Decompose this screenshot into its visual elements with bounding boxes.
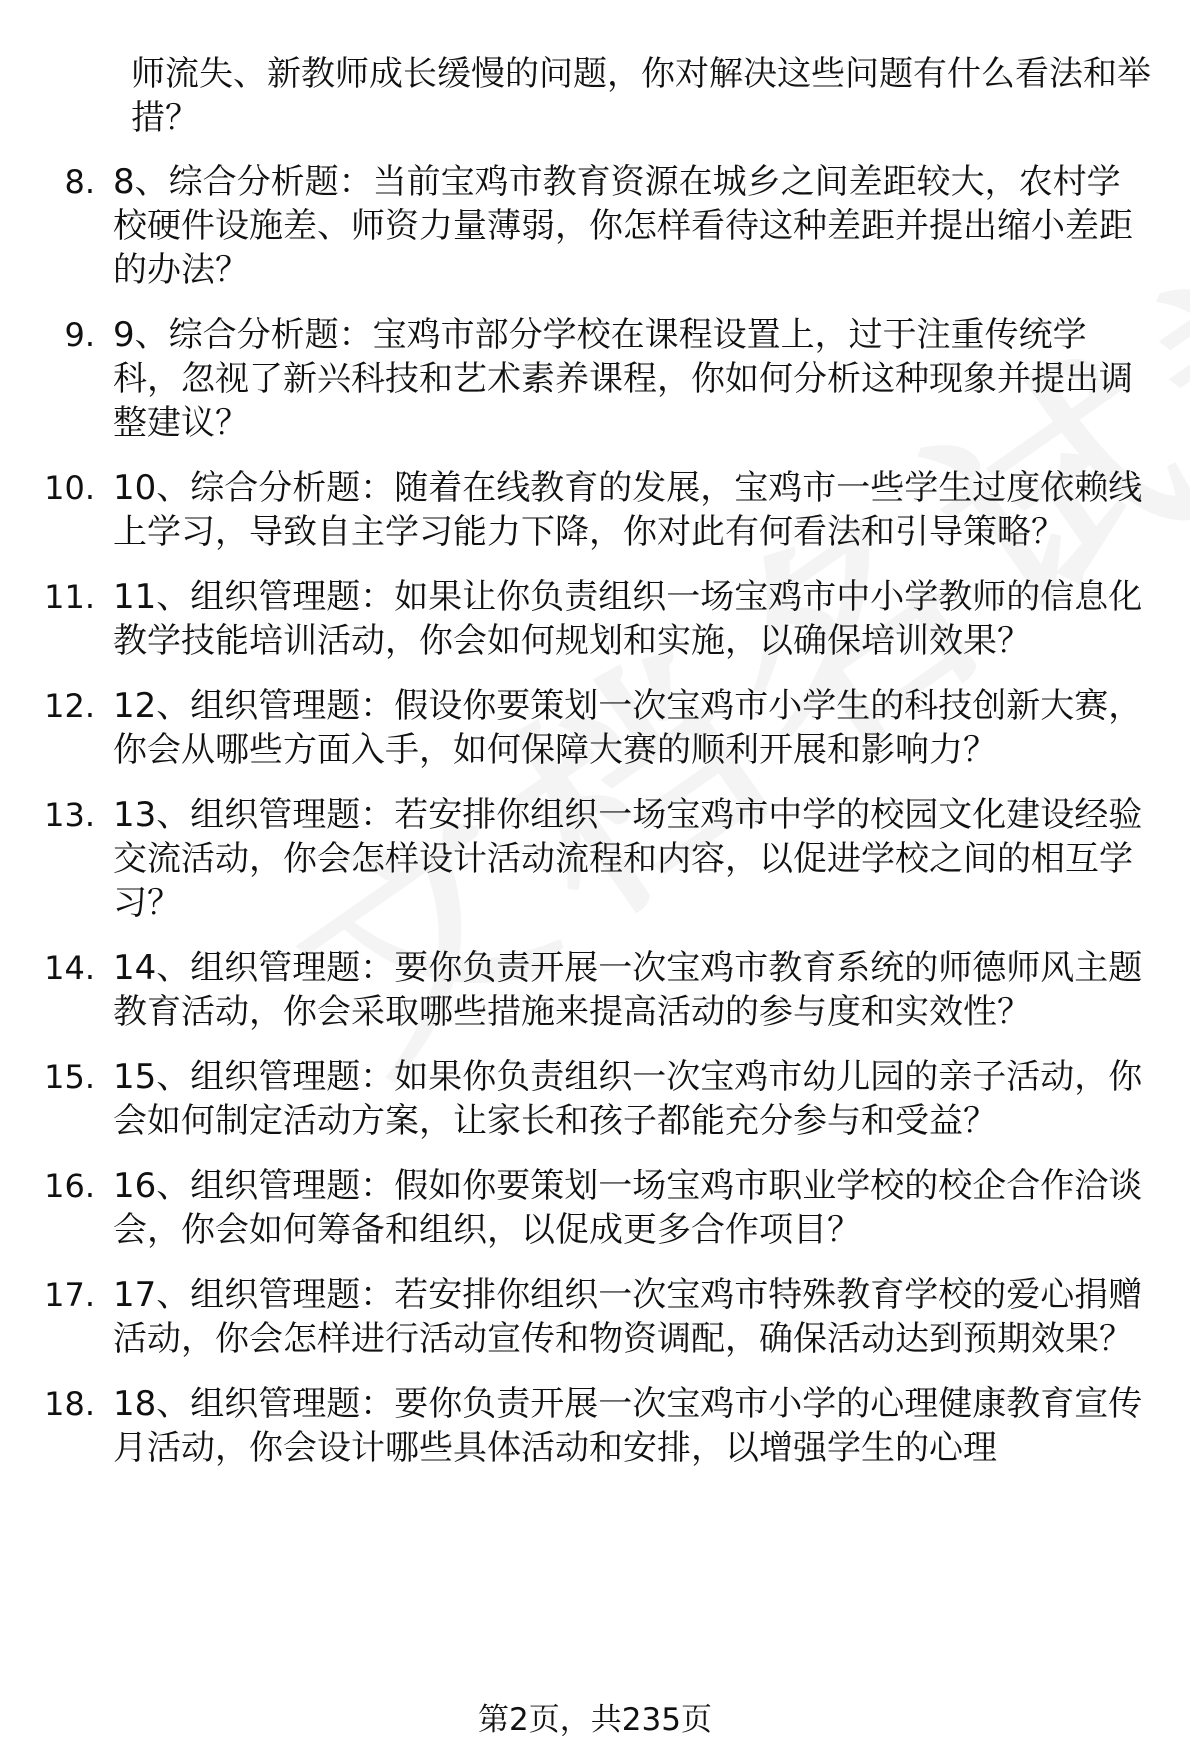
list-item (0, 1164, 1190, 1252)
list-item (0, 793, 1190, 925)
item-number: 18. (44, 1385, 95, 1423)
list-item (0, 313, 1190, 445)
item-text: 17、组织管理题：若安排你组织一次宝鸡市特殊教育学校的爱心捐赠活动，你会怎样进行活动宣传和物资调配，确保活动达到预期效果？ (113, 1275, 1143, 1359)
item-number: 8. (64, 163, 95, 201)
item-text: 13、组织管理题：若安排你组织一场宝鸡市中学的校园文化建设经验交流活动，你会怎样设计活动流程和内容，以促进学校之间的相互学习？ (113, 795, 1143, 923)
item-number: 15. (44, 1058, 95, 1096)
item-number: 17. (44, 1276, 95, 1314)
item-text: 18、组织管理题：要你负责开展一次宝鸡市小学的心理健康教育宣传月活动，你会设计哪些具体活动和安排，以增强学生的心理 (113, 1384, 1143, 1468)
item-text: 15、组织管理题：如果你负责组织一次宝鸡市幼儿园的亲子活动，你会如何制定活动方案，让家长和孩子都能充分参与和受益？ (113, 1057, 1143, 1141)
item-text: 12、组织管理题：假设你要策划一次宝鸡市小学生的科技创新大赛，你会从哪些方面入手，如何保障大赛的顺利开展和影响力？ (113, 686, 1143, 770)
item-number: 10. (44, 469, 95, 507)
list-item (0, 466, 1190, 554)
item-text: 9、综合分析题：宝鸡市部分学校在课程设置上，过于注重传统学科，忽视了新兴科技和艺术素养课程，你如何分析这种现象并提出调整建议？ (113, 315, 1133, 443)
item-text: 14、组织管理题：要你负责开展一次宝鸡市教育系统的师德师风主题教育活动，你会采取哪些措施来提高活动的参与度和实效性？ (113, 948, 1143, 1032)
item-text: 10、综合分析题：随着在线教育的发展，宝鸡市一些学生过度依赖线上学习，导致自主学习能力下降，你对此有何看法和引导策略？ (113, 468, 1143, 552)
item-number: 9. (64, 316, 95, 354)
item-text: 11、组织管理题：如果让你负责组织一场宝鸡市中小学教师的信息化教学技能培训活动，你会如何规划和实施，以确保培训效果？ (113, 577, 1143, 661)
page-footer: 第2页，共235页 (478, 1702, 712, 1738)
list-item (0, 1273, 1190, 1361)
list-item (0, 1055, 1190, 1143)
list-item (0, 575, 1190, 663)
item-number: 16. (44, 1167, 95, 1205)
question-list (0, 160, 1190, 1491)
continuation-text: 师流失、新教师成长缓慢的问题，你对解决这些问题有什么看法和举措？ (131, 54, 1151, 138)
list-item (0, 946, 1190, 1034)
list-item (0, 1382, 1190, 1470)
item-number: 11. (44, 578, 95, 616)
item-number: 12. (44, 687, 95, 725)
item-text: 16、组织管理题：假如你要策划一场宝鸡市职业学校的校企合作洽谈会，你会如何筹备和组织，以促成更多合作项目？ (113, 1166, 1143, 1250)
item-text: 8、综合分析题：当前宝鸡市教育资源在城乡之间差距较大，农村学校硬件设施差、师资力量薄弱，你怎样看待这种差距并提出缩小差距的办法？ (113, 162, 1133, 290)
list-item (0, 684, 1190, 772)
item-number: 14. (44, 949, 95, 987)
item-number: 13. (44, 796, 95, 834)
list-item (0, 160, 1190, 292)
